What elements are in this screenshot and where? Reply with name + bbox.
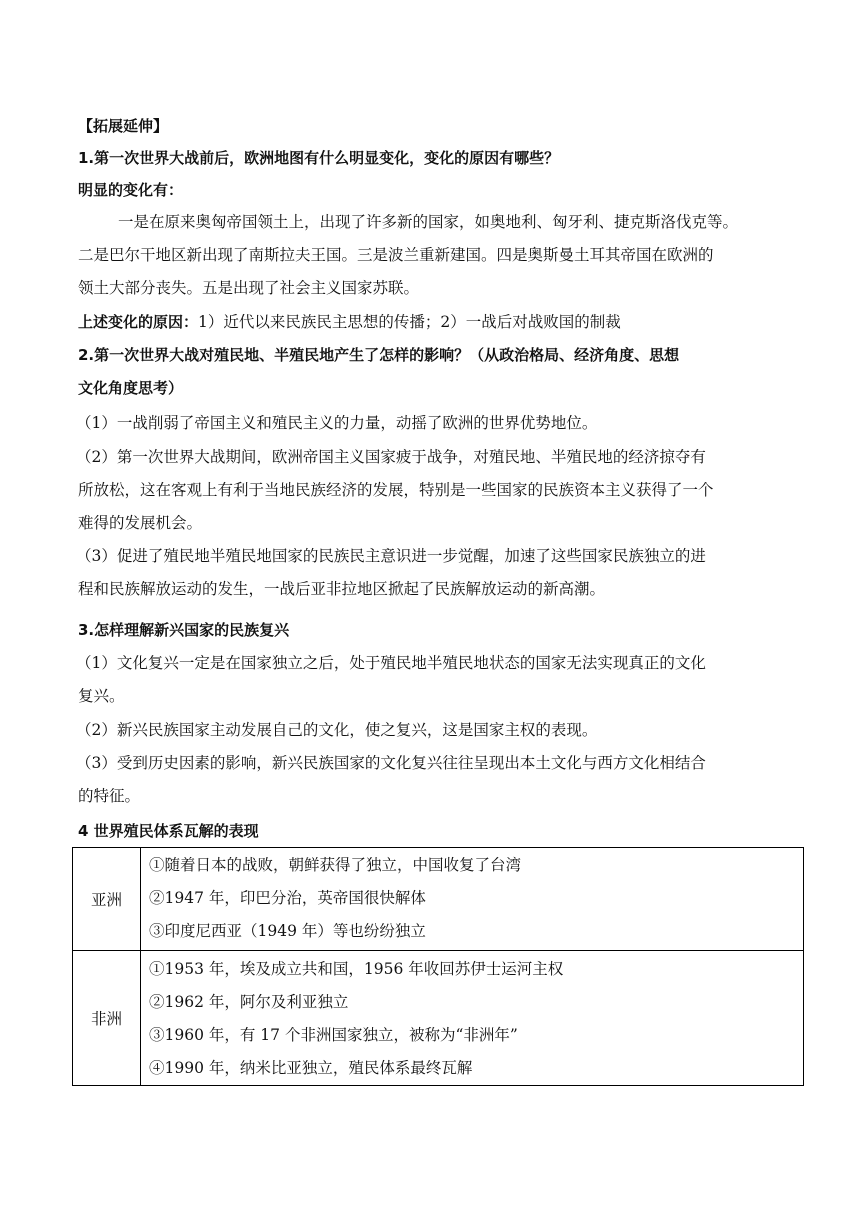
question-4-title: 4 世界殖民体系瓦解的表现 [78,822,259,840]
question-2-answer-line: 难得的发展机会。 [78,514,203,532]
question-1-causes [78,312,621,332]
question-3-answer-line: 复兴。 [78,687,125,705]
question-1-subheading: 明显的变化有： [78,181,184,199]
table-cell-item: ②1947 年，印巴分治，英帝国很快解体 [149,889,426,907]
question-2-answer-line: （3）促进了殖民地半殖民地国家的民族民主意识进一步觉醒，加速了这些国家民族独立的进 [76,547,706,565]
question-3-answer-line: 的特征。 [78,787,141,805]
question-3-answer-line: （3）受到历史因素的影响，新兴民族国家的文化复兴往往呈现出本土文化与西方文化相结合 [76,754,706,772]
table-cell-item: ①1953 年，埃及成立共和国，1956 年收回苏伊士运河主权 [149,960,564,978]
causes-text: 1）近代以来民族民主思想的传播；2）一战后对战败国的制裁 [198,313,621,331]
region-cell: 亚洲 [73,848,141,950]
question-1-title: 1.第一次世界大战前后，欧洲地图有什么明显变化，变化的原因有哪些？ [78,149,560,167]
table-cell-item: ④1990 年，纳米比亚独立，殖民体系最终瓦解 [149,1059,473,1077]
table-cell-item: ①随着日本的战败，朝鲜获得了独立，中国收复了台湾 [149,856,522,874]
question-2-title: 2.第一次世界大战对殖民地、半殖民地产生了怎样的影响？（从政治格局、经济角度、思想 [78,346,680,364]
question-2-answer-line: （1）一战削弱了帝国主义和殖民主义的力量，动摇了欧洲的世界优势地位。 [76,414,598,432]
question-2-title: 文化角度思考） [78,379,184,397]
table-row [73,951,803,1085]
question-3-title: 3.怎样理解新兴国家的民族复兴 [78,621,290,639]
question-2-answer-line: 程和民族解放运动的发生，一战后亚非拉地区掀起了民族解放运动的新高潮。 [78,580,606,598]
section-heading: 【拓展延伸】 [78,117,169,135]
table-cell-item: ②1962 年，阿尔及利亚独立 [149,993,349,1011]
region-cell: 非洲 [73,951,141,1085]
question-2-answer-line: 所放松，这在客观上有利于当地民族经济的发展，特别是一些国家的民族资本主义获得了一个 [78,481,714,499]
table-row [73,848,803,951]
table-cell-item: ③1960 年，有 17 个非洲国家独立，被称为“非洲年” [149,1026,518,1044]
question-3-answer-line: （1）文化复兴一定是在国家独立之后，处于殖民地半殖民地状态的国家无法实现真正的文化 [76,654,706,672]
causes-label: 上述变化的原因： [78,313,199,331]
question-1-paragraph-line: 二是巴尔干地区新出现了南斯拉夫王国。三是波兰重新建国。四是奥斯曼土耳其帝国在欧洲的 [78,246,714,264]
question-1-paragraph-line: 领土大部分丧失。五是出现了社会主义国家苏联。 [78,279,420,297]
colonial-collapse-table [72,847,804,1086]
question-3-answer-line: （2）新兴民族国家主动发展自己的文化，使之复兴，这是国家主权的表现。 [76,721,598,739]
question-2-answer-line: （2）第一次世界大战期间，欧洲帝国主义国家疲于战争，对殖民地、半殖民地的经济掠夺有 [76,448,706,466]
question-1-paragraph-line: 一是在原来奥匈帝国领土上，出现了许多新的国家，如奥地利、匈牙利、捷克斯洛伐克等。 [118,213,739,231]
table-cell-item: ③印度尼西亚（1949 年）等也纷纷独立 [149,922,426,940]
